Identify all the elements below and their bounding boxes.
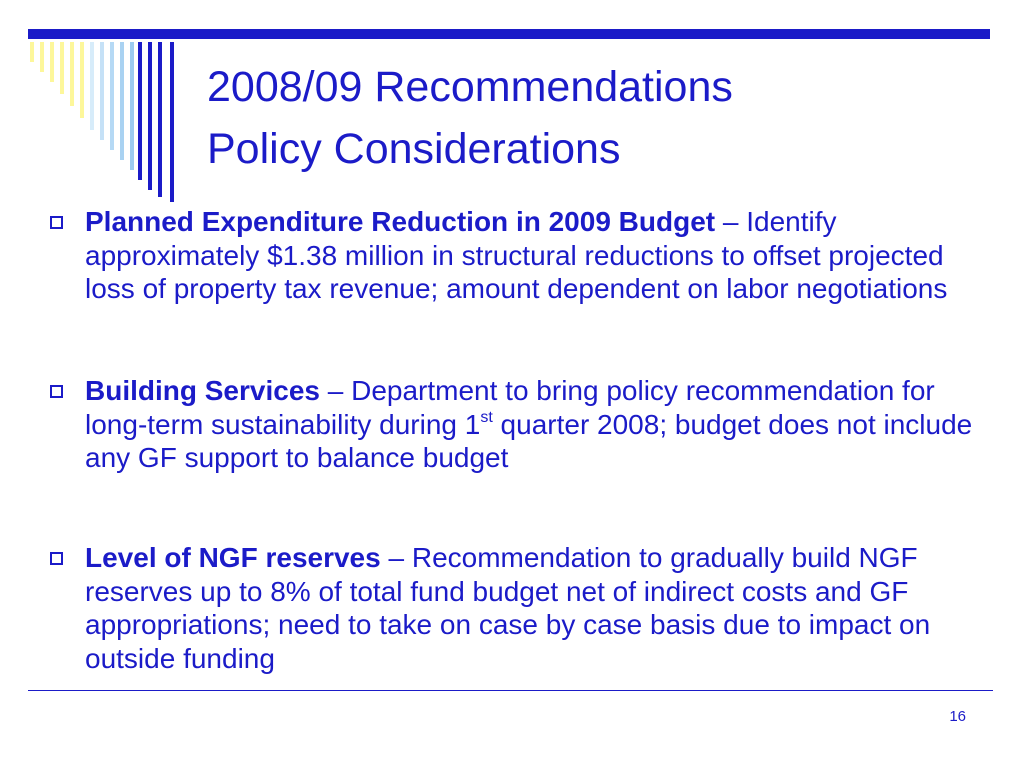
decorative-stripes <box>30 42 180 202</box>
bullet-heading: Building Services <box>85 375 320 406</box>
bullet-separator: – <box>715 206 747 237</box>
page-number: 16 <box>949 708 966 725</box>
bullet-text <box>85 374 985 475</box>
square-bullet-icon <box>50 552 63 565</box>
bullet-body-continued: quarter 2008; budget does not include any GF support to balance budget <box>85 408 973 473</box>
bullet-heading: Planned Expenditure Reduction in 2009 Budget <box>85 206 716 237</box>
bullet-expenditure-reduction <box>45 205 985 306</box>
bullet-separator: – <box>319 375 352 406</box>
square-bullet-icon <box>50 216 63 229</box>
bullet-text <box>85 205 985 306</box>
bullet-body: Identify approximately $1.38 million in structural reductions to offset projected loss of property tax revenue; amount dependent on labor negotiations <box>85 206 948 304</box>
bullet-separator: – <box>380 542 412 573</box>
bullet-ngf-reserves <box>45 541 985 675</box>
ordinal-superscript: st <box>480 408 493 426</box>
title-line-2: Policy Considerations <box>207 125 621 173</box>
bullet-body: Recommendation to gradually build NGF reserves up to 8% of total fund budget net of indirect costs and GF appropriations; need to take on case by case basis due to impact on outside funding <box>85 542 931 674</box>
bullet-building-services <box>45 374 985 475</box>
top-rule <box>28 29 990 39</box>
square-bullet-icon <box>50 385 63 398</box>
bullet-text <box>85 541 985 675</box>
bottom-rule <box>28 690 993 691</box>
bullet-body: Department to bring policy recommendation for long-term sustainability during 1 <box>85 375 935 440</box>
title-line-1: 2008/09 Recommendations <box>207 63 733 111</box>
bullet-heading: Level of NGF reserves <box>85 542 381 573</box>
